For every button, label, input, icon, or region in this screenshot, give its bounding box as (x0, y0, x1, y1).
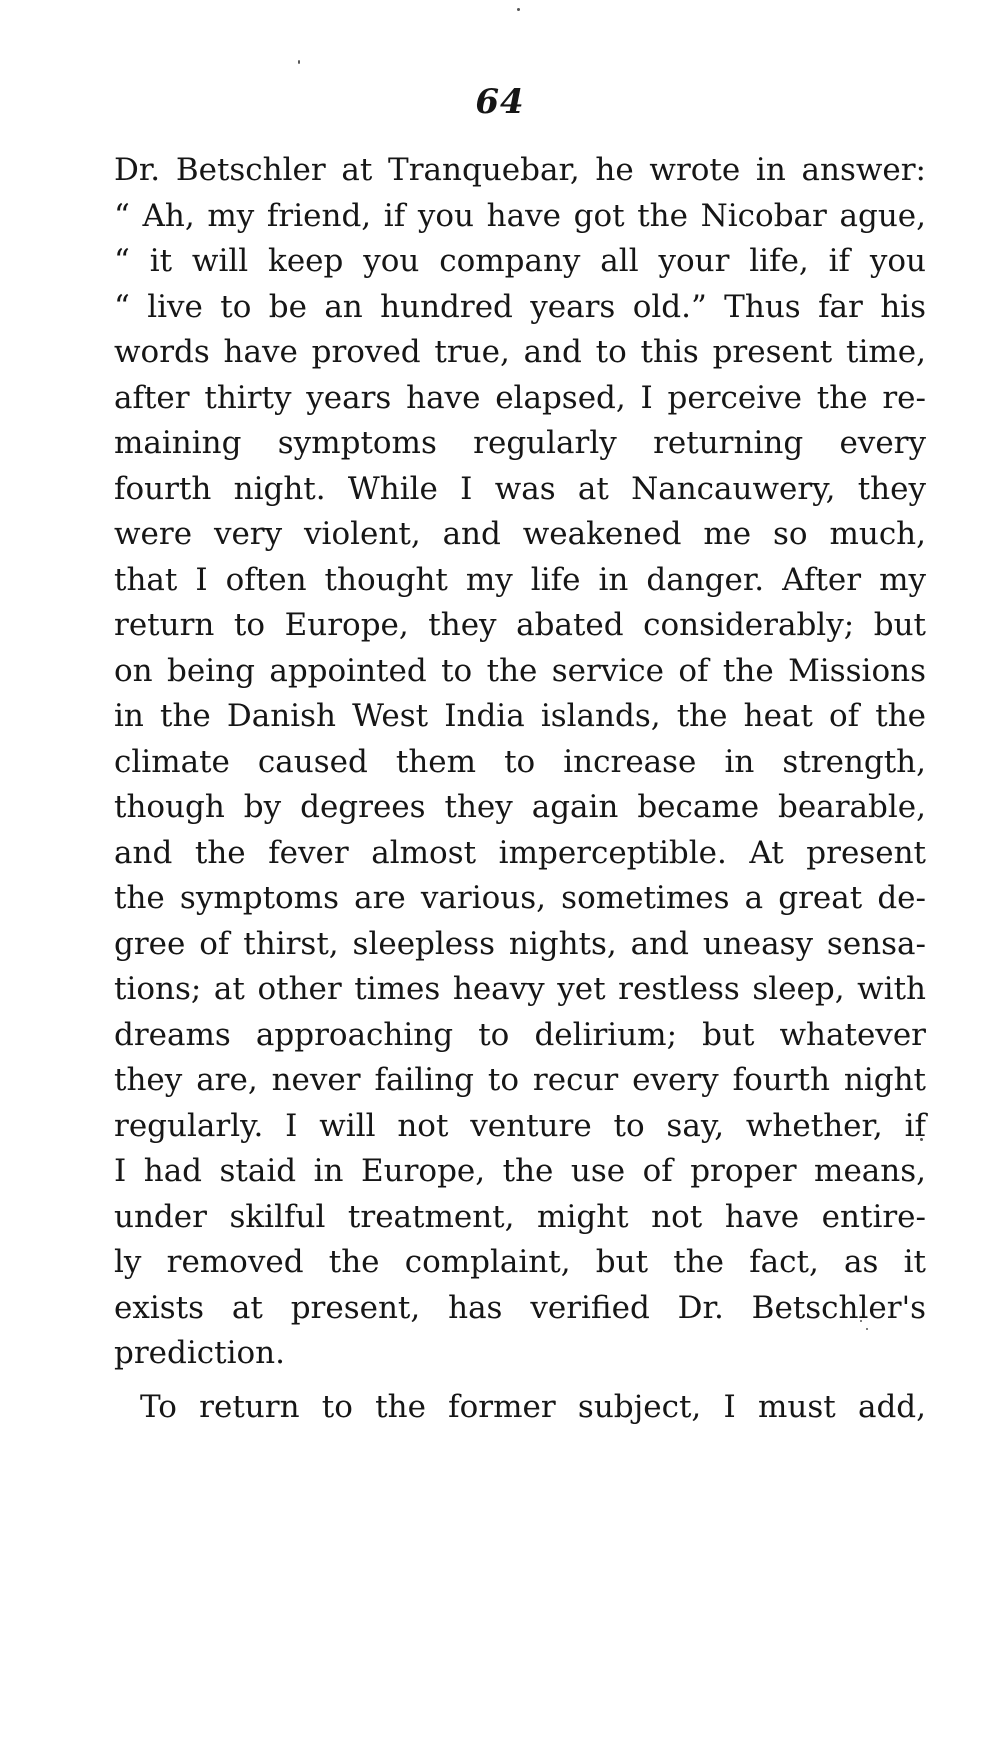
page-number: 64 (475, 82, 525, 122)
text-line: maining symptoms regularly returning every (114, 425, 926, 461)
print-speck (298, 60, 300, 64)
text-line: and the fever almost imperceptible. At present (114, 834, 926, 871)
text-line: Dr. Betschler at Tranquebar, he wrote in answer: (114, 152, 926, 188)
text-line: “ it will keep you company all your life, if you (114, 243, 926, 279)
text-line: tions; at other times heavy yet restless sleep, with (114, 971, 926, 1007)
text-line: gree of thirst, sleepless nights, and uneasy sensa- (114, 925, 926, 962)
text-line: dreams approaching to delirium; but whatever (114, 1016, 926, 1053)
text-line: ly removed the complaint, but the fact, as it (114, 1244, 926, 1280)
text-line: prediction. (114, 1335, 285, 1371)
next-paragraph-line: To return to the former subject, I must add, (140, 1388, 926, 1425)
text-line: “ live to be an hundred years old.” Thus far his (114, 288, 926, 325)
text-line: though by degrees they again became bearable, (114, 789, 926, 825)
text-line: return to Europe, they abated considerably; but (114, 607, 926, 643)
text-line: I had staid in Europe, the use of proper means, (114, 1153, 926, 1189)
text-line: words have proved true, and to this present time, (114, 334, 926, 370)
text-line: on being appointed to the service of the Missions (114, 652, 926, 689)
text-line: climate caused them to increase in strength, (114, 743, 926, 780)
text-line: the symptoms are various, sometimes a great de- (114, 880, 926, 916)
text-line: that I often thought my life in danger. After my (114, 561, 926, 598)
text-line: were very violent, and weakened me so much, (114, 516, 926, 552)
body-text (114, 148, 926, 1430)
text-line: in the Danish West India islands, the heat of the (114, 698, 926, 734)
text-line: they are, never failing to recur every fourth night (114, 1062, 926, 1098)
print-speck (517, 8, 520, 11)
text-line: fourth night. While I was at Nancauwery, they (114, 470, 926, 507)
text-line: after thirty years have elapsed, I perceive the re- (114, 379, 926, 416)
text-line: exists at present, has verified Dr. Betschler's (114, 1289, 926, 1326)
text-line: “ Ah, my friend, if you have got the Nicobar ague, (114, 197, 926, 234)
text-line: regularly. I will not venture to say, whether, if (114, 1107, 926, 1144)
text-line: under skilful treatment, might not have entire- (114, 1198, 926, 1235)
